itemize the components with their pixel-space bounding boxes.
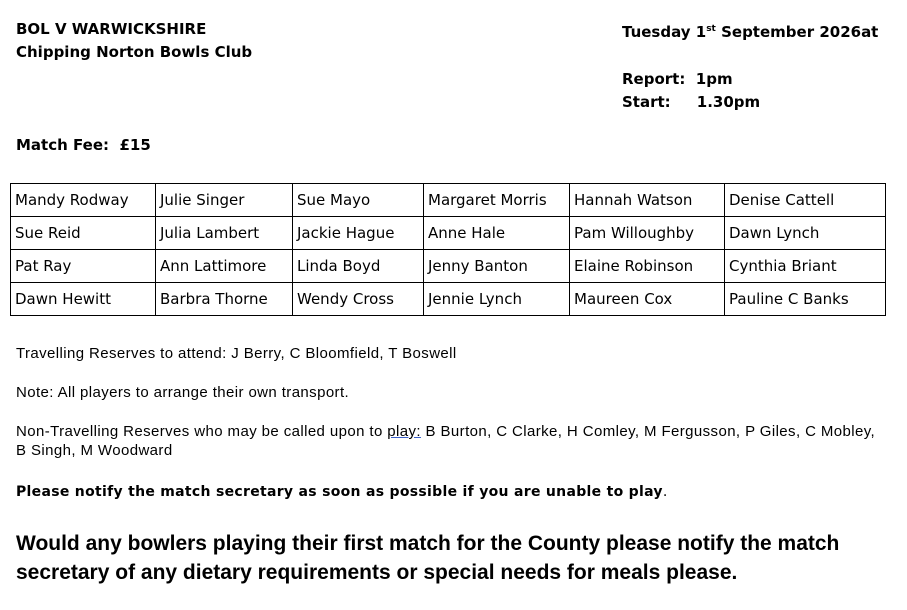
transport-note: Note: All players to arrange their own transport. bbox=[16, 384, 350, 401]
match-title: BOL V WARWICKSHIRE bbox=[16, 20, 207, 38]
start-time: Start: 1.30pm bbox=[622, 93, 761, 111]
player-cell: Wendy Cross bbox=[293, 283, 424, 316]
player-cell: Jennie Lynch bbox=[424, 283, 570, 316]
player-cell: Pat Ray bbox=[11, 250, 156, 283]
table-row bbox=[11, 250, 886, 283]
player-cell: Dawn Hewitt bbox=[11, 283, 156, 316]
player-cell: Maureen Cox bbox=[570, 283, 725, 316]
player-cell: Anne Hale bbox=[424, 217, 570, 250]
player-cell: Denise Cattell bbox=[725, 184, 886, 217]
report-time: Report: 1pm bbox=[622, 70, 733, 88]
date-ordinal: st bbox=[706, 24, 716, 34]
non-travelling-reserves: Non-Travelling Reserves who may be called upon to play: B Burton, C Clarke, H Comley, M Fergusson, P Giles, C Mobley, B Singh, M Woodward bbox=[16, 423, 876, 459]
match-header bbox=[16, 18, 252, 64]
player-cell: Ann Lattimore bbox=[156, 250, 293, 283]
player-cell: Margaret Morris bbox=[424, 184, 570, 217]
player-cell: Sue Reid bbox=[11, 217, 156, 250]
player-cell: Dawn Lynch bbox=[725, 217, 886, 250]
players-table bbox=[10, 183, 886, 316]
underlined-play: play: bbox=[387, 423, 421, 440]
player-cell: Sue Mayo bbox=[293, 184, 424, 217]
player-cell: Barbra Thorne bbox=[156, 283, 293, 316]
player-cell: Elaine Robinson bbox=[570, 250, 725, 283]
travelling-reserves: Travelling Reserves to attend: J Berry, C Bloomfield, T Boswell bbox=[16, 345, 457, 362]
player-cell: Jenny Banton bbox=[424, 250, 570, 283]
player-cell: Pam Willoughby bbox=[570, 217, 725, 250]
player-cell: Linda Boyd bbox=[293, 250, 424, 283]
table-row bbox=[11, 184, 886, 217]
player-cell: Hannah Watson bbox=[570, 184, 725, 217]
match-fee: Match Fee: £15 bbox=[16, 136, 151, 154]
schedule-block bbox=[622, 18, 878, 114]
player-cell: Cynthia Briant bbox=[725, 250, 886, 283]
dietary-requirements-note: Would any bowlers playing their first match for the County please notify the match secretary of any dietary requirements or special needs for meals please. bbox=[16, 532, 840, 584]
venue: Chipping Norton Bowls Club bbox=[16, 43, 253, 61]
table-row bbox=[11, 217, 886, 250]
match-date: Tuesday 1st September 2026at bbox=[622, 23, 879, 41]
player-cell: Jackie Hague bbox=[293, 217, 424, 250]
notify-secretary: Please notify the match secretary as soon as possible if you are unable to play. bbox=[16, 484, 668, 500]
table-row bbox=[11, 283, 886, 316]
player-cell: Pauline C Banks bbox=[725, 283, 886, 316]
player-cell: Julia Lambert bbox=[156, 217, 293, 250]
player-cell: Mandy Rodway bbox=[11, 184, 156, 217]
player-cell: Julie Singer bbox=[156, 184, 293, 217]
